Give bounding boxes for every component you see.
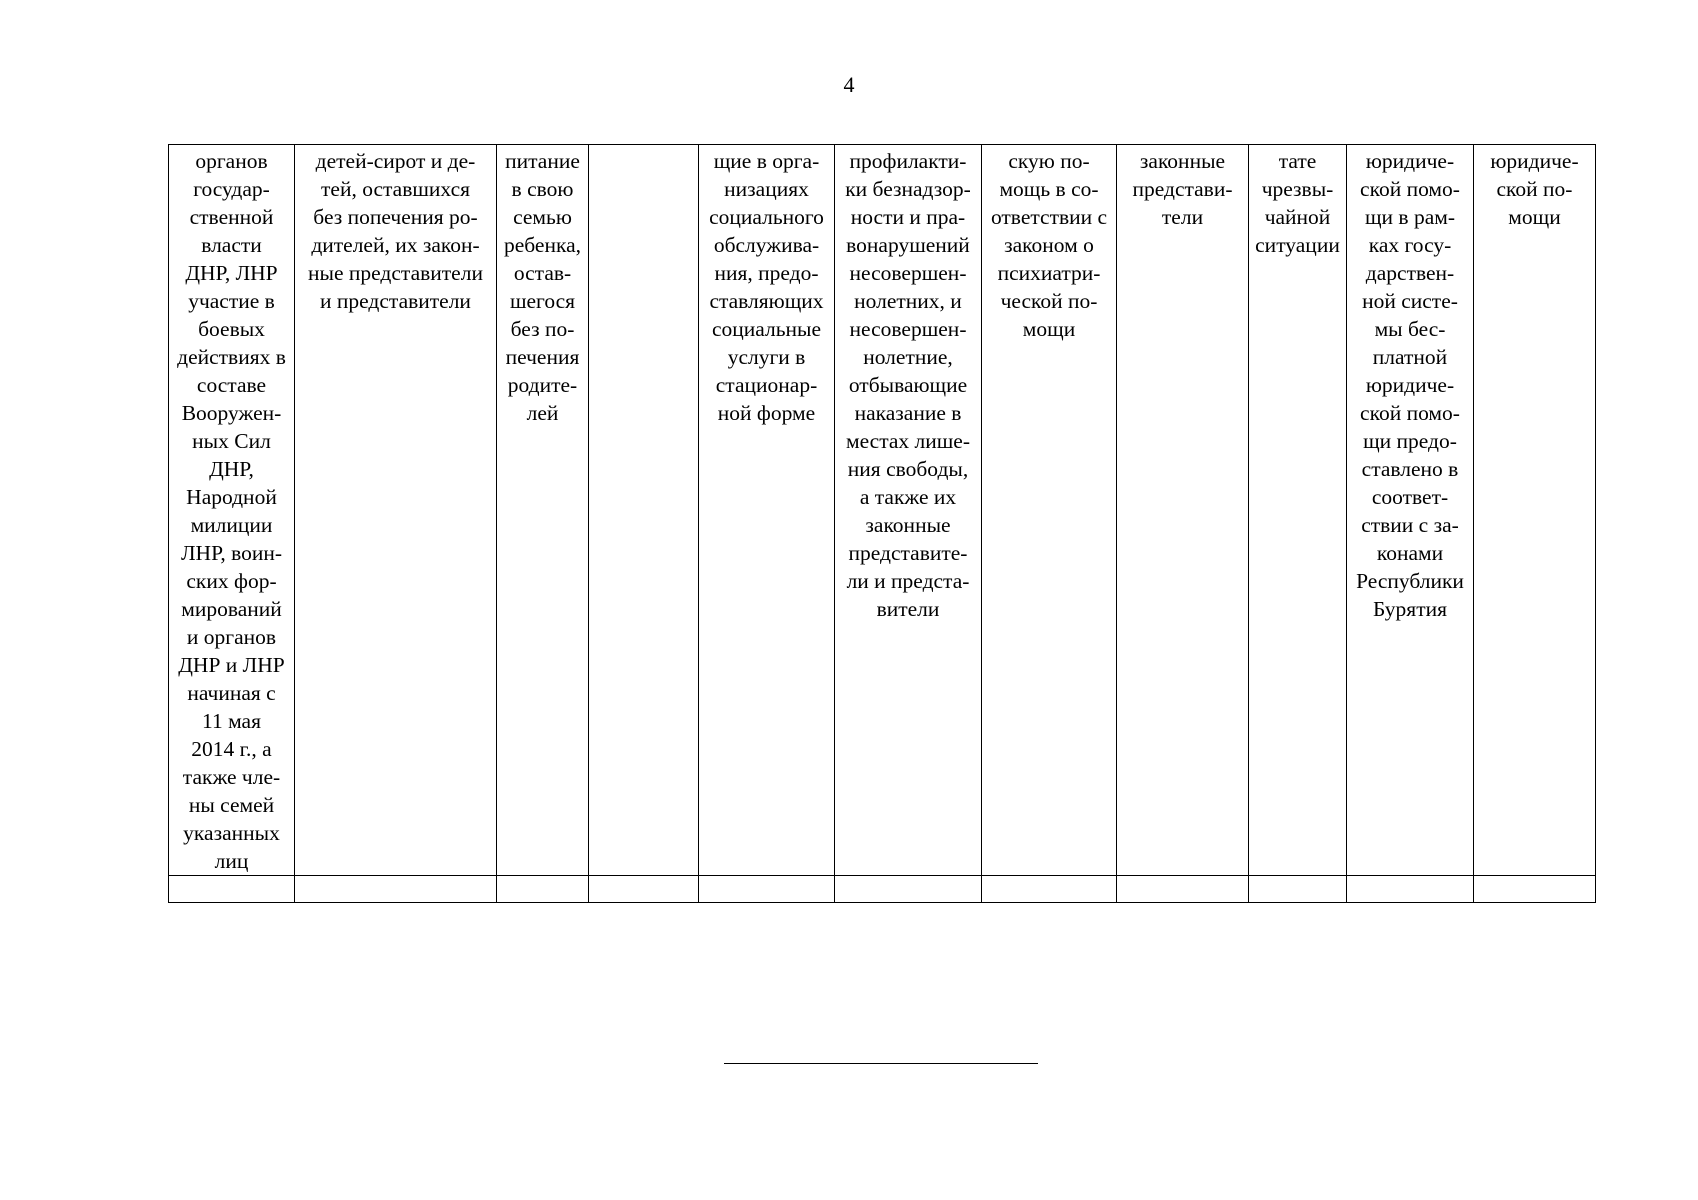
table-cell-col-5: щие в орга- низациях социального обслужива- ния, предо- ставляющих социальные услуги в стационар- ной форме [699,145,835,876]
table-row-empty [169,876,1596,903]
table-cell-col-9: тате чрезвы- чайной ситуации [1249,145,1347,876]
footer-divider [724,1063,1038,1064]
table-cell-col-7: скую по- мощь в со- ответствии с законом о психиатри- ческой по- мощи [982,145,1117,876]
document-table [168,144,1596,903]
table-cell-empty [699,876,835,903]
table-cell-col-8: законные представи- тели [1117,145,1249,876]
table-cell-col-6: профилакти- ки безнадзор- ности и пра- вонарушений несовершен- нолетних, и несовершен- нолетние, отбывающие наказание в местах лише- ния свободы, а также их законные представите- ли и предста- вители [835,145,982,876]
table-cell-empty [1474,876,1596,903]
table-cell-col-4 [589,145,699,876]
table-cell-col-3: питание в свою семью ребенка, остав- шегося без по- печения родите- лей [497,145,589,876]
table-cell-empty [295,876,497,903]
table-cell-empty [1249,876,1347,903]
table-cell-col-10: юридиче- ской помо- щи в рам- ках госу- дарствен- ной систе- мы бес- платной юридиче- ской помо- щи предо- ставлено в соответ- ствии с за- конами Республики Бурятия [1347,145,1474,876]
table-cell-empty [982,876,1117,903]
table-cell-col-1: органов государ- ственной власти ДНР, ЛНР участие в боевых действиях в составе Вооружен- ных Сил ДНР, Народной милиции ЛНР, воин- ских фор- мирований и органов ДНР и ЛНР начиная с 11 мая 2014 г., а также чле- ны семей указанных лиц [169,145,295,876]
table-cell-empty [1117,876,1249,903]
table-row [169,145,1596,876]
table-cell-empty [497,876,589,903]
table-cell-col-2: детей-сирот и де- тей, оставшихся без попечения ро- дителей, их закон- ные представители и представители [295,145,497,876]
table-cell-empty [835,876,982,903]
table-cell-col-11: юридиче- ской по- мощи [1474,145,1596,876]
table-cell-empty [1347,876,1474,903]
table-cell-empty [169,876,295,903]
page-number: 4 [843,72,855,97]
table-cell-empty [589,876,699,903]
